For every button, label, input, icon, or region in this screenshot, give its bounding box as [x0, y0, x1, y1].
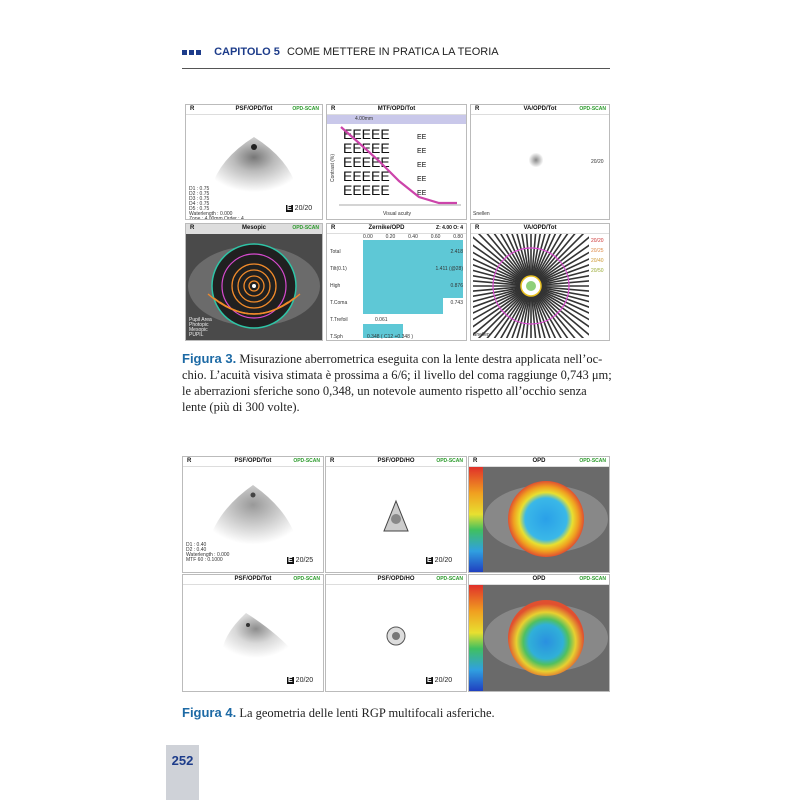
chapter-title: COME METTERE IN PRATICA LA TEORIA — [286, 46, 499, 58]
eye-label: R — [190, 225, 195, 231]
svg-text:EEEEE: EEEEE — [343, 168, 390, 184]
opdscan-logo: OPD-SCAN — [292, 106, 319, 112]
figure-label: Figura 3. — [182, 351, 237, 366]
caption-text: Misurazione aberrometrica eseguita con la lente destra applicata nell’oc-chio. L’acuità visiva stimata è prossima a 6/6; il livello del coma raggiunge 0,743 μm; le aberrazioni sferiche sono 0,348, un notevole aumento rispetto all’occhio senza lente (più di 300 volte). — [182, 352, 612, 414]
figure-4 — [182, 456, 609, 690]
panel-title: PSF/OPD/Tot — [234, 576, 272, 582]
psf-plot — [198, 473, 308, 553]
panel-title: Mesopic — [241, 225, 266, 231]
eye-label: R — [331, 106, 336, 112]
fig4-opd-map-panel-2 — [468, 574, 610, 692]
snellen-e-icon: E 20/20 — [427, 677, 453, 684]
header-square-icon — [196, 50, 201, 55]
opdscan-logo: OPD-SCAN — [293, 458, 320, 464]
fig3-mesopic-panel — [185, 223, 323, 341]
panel-title: VA/OPD/Tot — [523, 225, 557, 231]
svg-text:EE: EE — [417, 176, 427, 183]
fig3-zernike-panel — [326, 223, 467, 341]
zernike-zone: Z: 4.00 O: 4 — [436, 225, 463, 231]
eye-label: R — [190, 106, 195, 112]
va-footer: Snellen — [473, 332, 490, 338]
psf-stats: D1 : 0.40 D2 : 0.40 Waterlength : 0.000 MTF 60 : 0.1000 — [186, 542, 230, 563]
panel-title: PSF/OPD/Tot — [235, 106, 273, 112]
fig4-psf-ho-panel-2 — [325, 574, 467, 692]
header-square-icon — [189, 50, 194, 55]
snellen-e-icon: E 20/20 — [427, 557, 453, 564]
snellen-e-icon: E 20/20 — [287, 205, 313, 212]
panel-title: PSF/OPD/HO — [377, 576, 415, 582]
opdscan-logo: OPD-SCAN — [579, 106, 606, 112]
panel-title: Zernike/OPD — [368, 225, 405, 231]
figure-label: Figura 4. — [182, 705, 237, 720]
zernike-rows: Total Tilt(0.1) High T.Coma T.Trefoil T.Sph — [330, 249, 348, 340]
zernike-values: 2.418 1.411 (@28) 0.876 0.743 0.061 0.348 ( C12 +0.348 ) — [367, 249, 463, 340]
svg-text:EEEEE: EEEEE — [343, 140, 390, 156]
svg-text:EEEEE: EEEEE — [343, 154, 390, 170]
svg-text:EE: EE — [417, 134, 427, 141]
svg-text:EE: EE — [417, 162, 427, 169]
opdscan-logo: OPD-SCAN — [436, 458, 463, 464]
va-scale: 20/20 20/25 20/40 20/50 — [591, 238, 604, 274]
fig4-psf-tot-panel — [182, 456, 324, 573]
figure-3-caption — [182, 351, 612, 415]
eye-label: R — [331, 225, 336, 231]
chapter-label: CAPITOLO 5 — [214, 46, 280, 58]
snellen-e-icon: E 20/20 — [288, 677, 314, 684]
svg-text:EE: EE — [417, 190, 427, 197]
va-chart-label: 20/20 — [591, 159, 604, 165]
figure-4-caption — [182, 705, 612, 721]
svg-text:EEEEE: EEEEE — [343, 126, 390, 142]
psf-ho-plot — [376, 497, 416, 537]
opdscan-logo: OPD-SCAN — [292, 225, 319, 231]
mtf-ylabel: Contrast (%) — [330, 153, 337, 183]
opd-color-map — [469, 467, 609, 572]
va-footer: Snellen — [473, 211, 490, 217]
fig3-va-panel — [470, 104, 610, 220]
opdscan-logo: OPD-SCAN — [436, 576, 463, 582]
fig3-va-starburst-panel — [470, 223, 610, 341]
mesopic-info: Pupil Area Photopic Mesopic PUPIL — [189, 317, 212, 338]
starburst-chart — [473, 234, 589, 338]
fig4-opd-map-panel — [468, 456, 610, 573]
eye-label: R — [475, 106, 480, 112]
mtf-xlabel: Visual acuity — [383, 211, 411, 217]
zernike-axis: 0.00 0.20 0.40 0.60 0.80 — [363, 234, 463, 240]
panel-title: OPD — [532, 458, 546, 464]
opd-color-map — [469, 585, 609, 691]
eye-label: R — [473, 458, 478, 464]
opdscan-logo: OPD-SCAN — [579, 576, 606, 582]
eye-label: R — [187, 458, 192, 464]
panel-title: PSF/OPD/Tot — [234, 458, 272, 464]
fig4-psf-ho-panel — [325, 456, 467, 573]
snellen-e-icon: E 20/25 — [288, 557, 314, 564]
running-header — [182, 46, 610, 69]
figure-3 — [185, 104, 609, 340]
eye-label: R — [475, 225, 480, 231]
fig3-psf-panel — [185, 104, 323, 220]
fig4-psf-tot-panel-2 — [182, 574, 324, 692]
opdscan-logo: OPD-SCAN — [293, 576, 320, 582]
svg-text:EEEEE: EEEEE — [343, 182, 390, 198]
va-blurred-e — [529, 153, 543, 167]
panel-title: MTF/OPD/Tot — [377, 106, 416, 112]
header-square-icon — [182, 50, 187, 55]
panel-title: OPD — [532, 576, 546, 582]
panel-title: PSF/OPD/HO — [377, 458, 415, 464]
psf-ho-plot — [381, 621, 411, 651]
psf-plot — [198, 603, 308, 673]
page-number: 252 — [166, 745, 199, 800]
mtf-legend: 4.00mm — [355, 116, 374, 122]
opdscan-logo: OPD-SCAN — [579, 458, 606, 464]
mtf-plot — [339, 125, 461, 209]
fig3-mtf-panel — [326, 104, 467, 220]
eye-label: R — [330, 458, 335, 464]
panel-title: VA/OPD/Tot — [523, 106, 557, 112]
caption-text: La geometria delle lenti RGP multifocali asferiche. — [239, 706, 495, 720]
psf-stats: D1 : 0.75 D2 : 0.75 D3 : 0.75 D4 : 0.75 D5 : 0.75 Waterlength : 0.000 Zone : 4.00mm Order : 4 — [189, 186, 244, 220]
svg-text:EE: EE — [417, 148, 427, 155]
